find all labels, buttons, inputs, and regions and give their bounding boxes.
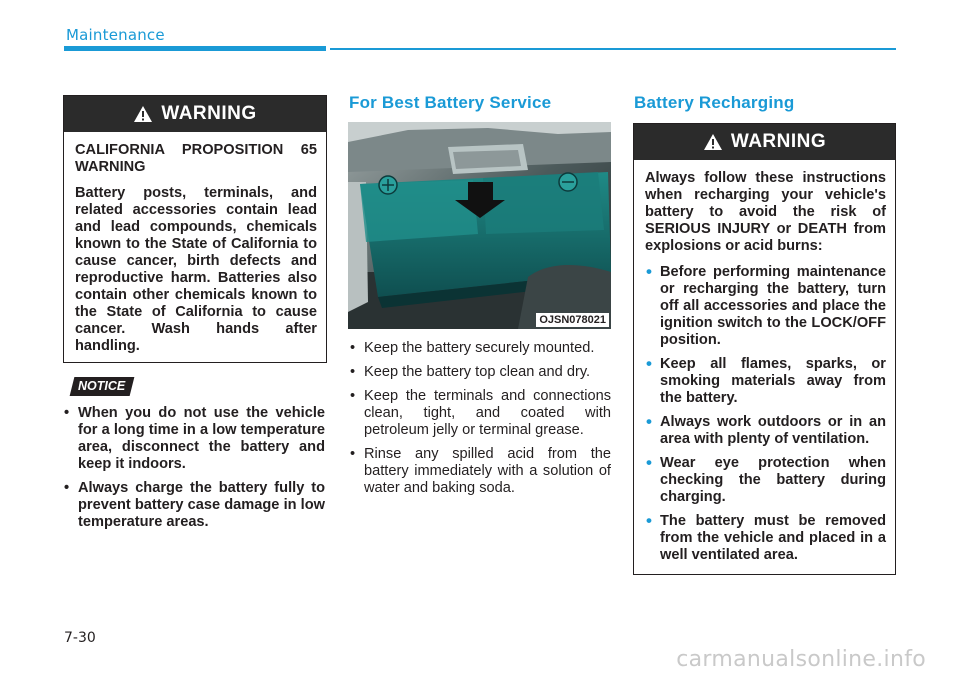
warning-triangle-icon <box>133 105 153 123</box>
best-service-heading: For Best Battery Service <box>349 93 552 112</box>
warning-body <box>634 160 895 564</box>
list-item: • When you do not use the vehicle for a long time in a low temperature area, disconnect the battery and keep it indoors. <box>63 405 325 473</box>
warning-intro: Always follow these instructions when recharging your vehicle's battery to avoid the risk of SERIOUS INJURY or DEATH from explosions or acid burns: <box>645 170 886 254</box>
notice-badge <box>70 377 135 396</box>
recharging-warning-box <box>633 123 896 575</box>
list-item: • Always work outdoors or in an area with plenty of ventilation. <box>645 414 886 448</box>
warning-header <box>634 124 895 160</box>
warning-title: CALIFORNIA PROPOSITION 65 WARNING <box>75 142 317 175</box>
header-rule-thin <box>330 48 896 50</box>
recharging-heading: Battery Recharging <box>634 93 795 112</box>
warning-header <box>64 96 326 132</box>
california-warning-box <box>63 95 327 363</box>
page-number: 7-30 <box>64 630 96 646</box>
photo-code-label: OJSN078021 <box>536 313 609 327</box>
warning-triangle-icon <box>703 133 723 151</box>
watermark: carmanualsonline.info <box>676 647 926 672</box>
list-item: • Always charge the battery fully to prevent battery case damage in low temperature areas. <box>63 480 325 531</box>
list-item: • Before performing maintenance or recharging the battery, turn off all accessories and place the ignition switch to the LOCK/OFF position. <box>645 264 886 349</box>
list-item: • Keep the battery securely mounted. <box>349 340 611 357</box>
warning-body <box>64 132 326 355</box>
list-item: • Keep all flames, sparks, or smoking materials away from the battery. <box>645 356 886 407</box>
section-title: Maintenance <box>66 26 165 44</box>
list-item: • Rinse any spilled acid from the battery immediately with a solution of water and baking soda. <box>349 446 611 497</box>
list-item: • Keep the battery top clean and dry. <box>349 364 611 381</box>
list-item: • Keep the terminals and connections clean, tight, and coated with petroleum jelly or terminal grease. <box>349 388 611 439</box>
warning-text: Battery posts, terminals, and related accessories contain lead and lead compounds, chemicals known to the State of California to cause cancer, birth defects and reproductive harm. Batteries also contain other chemicals known to the State of California to cause cancer. Wash hands after handling. <box>75 185 317 354</box>
best-service-list <box>349 340 611 504</box>
recharging-list <box>645 264 886 564</box>
battery-illustration <box>348 122 611 329</box>
warning-heading: WARNING <box>730 131 827 152</box>
list-item: • Wear eye protection when checking the battery during charging. <box>645 455 886 506</box>
notice-list <box>63 405 325 538</box>
battery-photo <box>348 122 611 329</box>
notice-label: NOTICE <box>78 379 126 393</box>
header-rule-thick <box>64 46 326 51</box>
list-item: • The battery must be removed from the vehicle and placed in a well ventilated area. <box>645 513 886 564</box>
warning-heading: WARNING <box>161 103 257 124</box>
